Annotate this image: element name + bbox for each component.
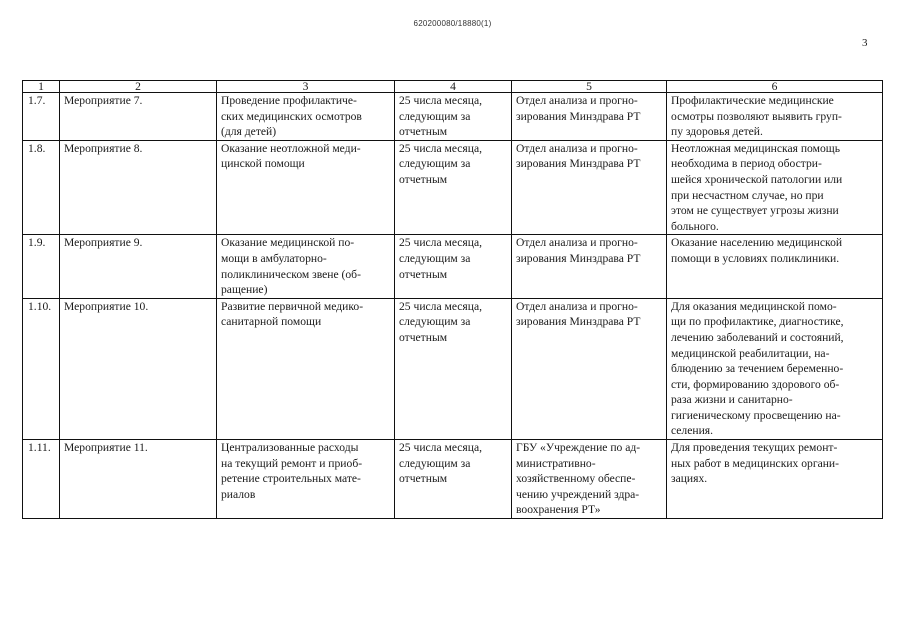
cell-line: Оказание населению медицинской xyxy=(671,236,843,250)
cell-result xyxy=(667,140,883,235)
cell-line: Отдел анализа и прогно- xyxy=(516,299,638,313)
cell-result xyxy=(667,93,883,141)
cell-line: на текущий ремонт и приоб- xyxy=(221,456,363,470)
cell-line: 25 числа месяца, xyxy=(399,236,483,250)
cell-responsible xyxy=(512,235,667,298)
cell-line: ретение строительных мате- xyxy=(221,472,361,486)
cell-responsible xyxy=(512,298,667,439)
cell-result xyxy=(667,235,883,298)
cell-line: следующим за xyxy=(399,157,471,171)
cell-line: медицинской реабилитации, на- xyxy=(671,346,830,360)
cell-number: 1.10. xyxy=(23,298,60,439)
cell-event: Мероприятие 10. xyxy=(60,298,217,439)
cell-line: лечению заболеваний и состояний, xyxy=(671,330,844,344)
cell-line: Отдел анализа и прогно- xyxy=(516,236,638,250)
cell-line: Отдел анализа и прогно- xyxy=(516,141,638,155)
cell-responsible xyxy=(512,93,667,141)
column-header: 4 xyxy=(395,81,512,93)
cell-line: цинской помощи xyxy=(221,157,305,171)
table-row xyxy=(23,440,883,519)
cell-line: гигиеническому просвещению на- xyxy=(671,408,841,422)
document-id: 620200080/18880(1) xyxy=(413,19,492,28)
measures-table xyxy=(22,80,883,519)
cell-line: при несчастном случае, но при xyxy=(671,188,824,202)
cell-line: зирования Минздрава РТ xyxy=(516,109,641,123)
cell-line: Централизованные расходы xyxy=(221,441,359,455)
cell-event: Мероприятие 7. xyxy=(60,93,217,141)
cell-line: 25 числа месяца, xyxy=(399,441,483,455)
cell-deadline xyxy=(395,140,512,235)
cell-line: сти, формированию здорового об- xyxy=(671,377,840,391)
cell-line: ских медицинских осмотров xyxy=(221,109,362,123)
cell-description xyxy=(217,298,395,439)
cell-line: чению учреждений здра- xyxy=(516,487,640,501)
cell-description xyxy=(217,93,395,141)
cell-line: блюдению за течением беременно- xyxy=(671,362,844,376)
cell-line: Для оказания медицинской помо- xyxy=(671,299,837,313)
cell-line: зирования Минздрава РТ xyxy=(516,315,641,329)
cell-line: ращение) xyxy=(221,283,268,297)
cell-line: 25 числа месяца, xyxy=(399,141,483,155)
cell-event: Мероприятие 11. xyxy=(60,440,217,519)
cell-line: министративно- xyxy=(516,456,596,470)
table-row xyxy=(23,298,883,439)
cell-line: пу здоровья детей. xyxy=(671,125,763,139)
cell-line: воохранения РТ» xyxy=(516,503,601,517)
cell-line: помощи в условиях поликлиники. xyxy=(671,251,840,265)
cell-responsible xyxy=(512,140,667,235)
cell-description xyxy=(217,235,395,298)
cell-number: 1.8. xyxy=(23,140,60,235)
cell-line: 25 числа месяца, xyxy=(399,299,483,313)
cell-line: шейся хронической патологии или xyxy=(671,172,843,186)
cell-event: Мероприятие 8. xyxy=(60,140,217,235)
cell-line: поликлиническом звене (об- xyxy=(221,267,361,281)
column-header: 5 xyxy=(512,81,667,93)
cell-line: риалов xyxy=(221,487,256,501)
cell-event: Мероприятие 9. xyxy=(60,235,217,298)
cell-line: следующим за xyxy=(399,251,471,265)
cell-deadline xyxy=(395,235,512,298)
cell-line: щи по профилактике, диагностике, xyxy=(671,315,844,329)
cell-line: Оказание медицинской по- xyxy=(221,236,355,250)
table-row xyxy=(23,140,883,235)
cell-line: отчетным xyxy=(399,472,448,486)
column-header: 1 xyxy=(23,81,60,93)
cell-number: 1.11. xyxy=(23,440,60,519)
page-number: 3 xyxy=(862,37,868,49)
cell-line: больного. xyxy=(671,219,719,233)
cell-line: этом не существует угрозы жизни xyxy=(671,204,839,218)
cell-deadline xyxy=(395,298,512,439)
cell-line: мощи в амбулаторно- xyxy=(221,251,327,265)
cell-line: Проведение профилактиче- xyxy=(221,94,357,107)
cell-line: зирования Минздрава РТ xyxy=(516,157,641,171)
cell-line: отчетным xyxy=(399,172,448,186)
cell-line: 25 числа месяца, xyxy=(399,94,483,107)
table-row xyxy=(23,93,883,141)
cell-line: Для проведения текущих ремонт- xyxy=(671,441,838,455)
cell-result xyxy=(667,298,883,439)
cell-line: ных работ в медицинских органи- xyxy=(671,456,840,470)
cell-line: следующим за xyxy=(399,109,471,123)
cell-line: отчетным xyxy=(399,125,448,139)
cell-deadline xyxy=(395,440,512,519)
cell-line: Оказание неотложной меди- xyxy=(221,141,361,155)
cell-line: Неотложная медицинская помощь xyxy=(671,141,840,155)
cell-number: 1.7. xyxy=(23,93,60,141)
table-header-row xyxy=(23,81,883,93)
cell-line: следующим за xyxy=(399,315,471,329)
cell-line: отчетным xyxy=(399,330,448,344)
cell-description xyxy=(217,140,395,235)
column-header: 2 xyxy=(60,81,217,93)
cell-line: необходима в период обостри- xyxy=(671,157,822,171)
cell-line: отчетным xyxy=(399,267,448,281)
cell-deadline xyxy=(395,93,512,141)
cell-line: зациях. xyxy=(671,472,708,486)
cell-line: хозяйственному обеспе- xyxy=(516,472,636,486)
cell-line: зирования Минздрава РТ xyxy=(516,251,641,265)
column-header: 3 xyxy=(217,81,395,93)
table-row xyxy=(23,235,883,298)
cell-description xyxy=(217,440,395,519)
cell-line: ГБУ «Учреждение по ад- xyxy=(516,441,641,455)
cell-result xyxy=(667,440,883,519)
cell-number: 1.9. xyxy=(23,235,60,298)
cell-line: Отдел анализа и прогно- xyxy=(516,94,638,107)
cell-responsible xyxy=(512,440,667,519)
cell-line: селения. xyxy=(671,424,714,438)
cell-line: Развитие первичной медико- xyxy=(221,299,364,313)
cell-line: следующим за xyxy=(399,456,471,470)
cell-line: Профилактические медицинские xyxy=(671,94,834,107)
cell-line: санитарной помощи xyxy=(221,315,322,329)
cell-line: осмотры позволяют выявить груп- xyxy=(671,109,842,123)
cell-line: (для детей) xyxy=(221,125,277,139)
column-header: 6 xyxy=(667,81,883,93)
cell-line: раза жизни и санитарно- xyxy=(671,393,793,407)
